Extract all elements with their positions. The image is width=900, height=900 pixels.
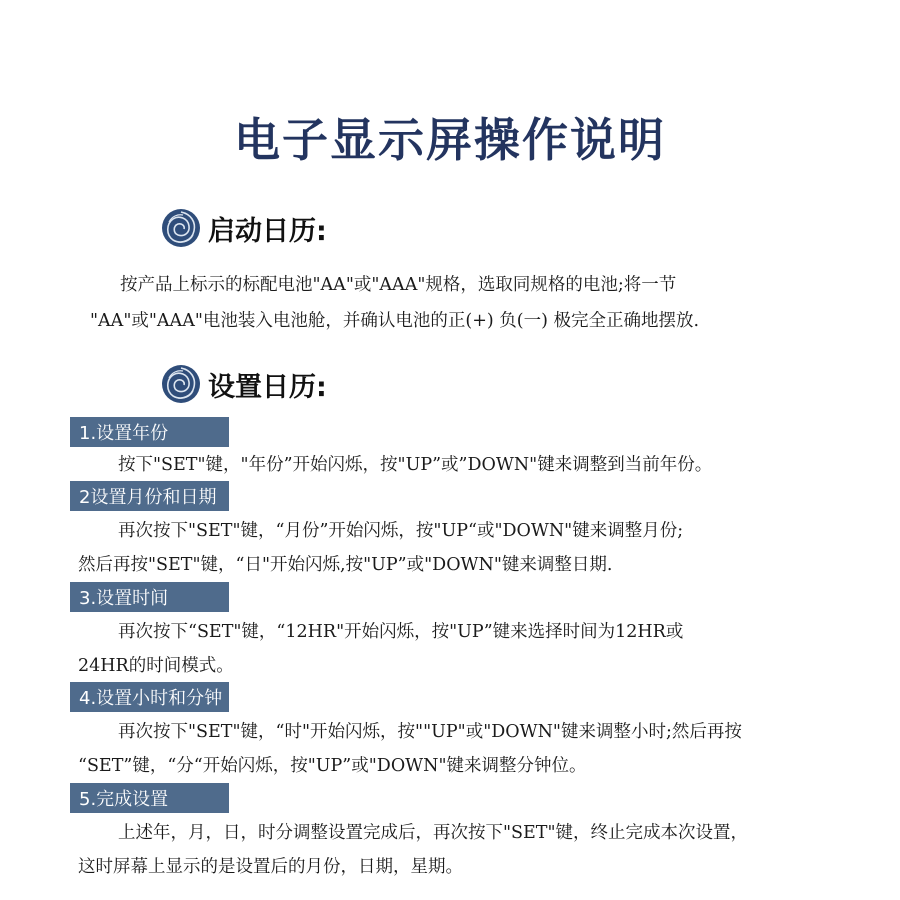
section-heading-label: 启动日历: <box>208 215 327 247</box>
step-text-line: 再次按下"SET"键，“时"开始闪烁，按""UP"或"DOWN"键来调整小时;然后再按 <box>118 722 742 742</box>
step-text-line: 上述年，月，日，时分调整设置完成后，再次按下"SET"键，终止完成本次设置， <box>118 823 749 843</box>
step-text-line: 这时屏幕上显示的是设置后的月份，日期，星期。 <box>78 857 463 877</box>
section-heading-start <box>160 206 327 250</box>
step-text-line: “SET”键，“分“开始闪烁，按"UP”或"DOWN"键来调整分钟位。 <box>78 756 587 776</box>
step-label-bar <box>70 417 229 447</box>
paragraph-line: "AA"或"AAA"电池装入电池舱，并确认电池的正(+) 负(一) 极完全正确地摆放. <box>90 311 700 331</box>
step-label: 5.完成设置 <box>79 789 169 810</box>
step-text-line: 按下"SET"键，"年份”开始闪烁，按"UP”或”DOWN"键来调整到当前年份。 <box>118 455 713 475</box>
paragraph-line: 按产品上标示的标配电池"AA"或"AAA"规格，选取同规格的电池;将一节 <box>120 275 677 295</box>
section-heading-setup <box>160 362 327 406</box>
step-label: 4.设置小时和分钟 <box>79 688 223 709</box>
step-label: 1.设置年份 <box>79 423 169 444</box>
step-text-line: 再次按下"SET"键，“月份”开始闪烁，按"UP“或"DOWN"键来调整月份; <box>118 521 684 541</box>
step-label-bar <box>70 582 229 612</box>
step-text-line: 再次按下“SET"键，“12HR"开始闪烁，按"UP”键来选择时间为12HR或 <box>118 622 684 642</box>
step-label-bar <box>70 783 229 813</box>
step-label-bar <box>70 481 229 511</box>
step-label: 2设置月份和日期 <box>79 487 217 508</box>
page-title: 电子显示屏操作说明 <box>234 113 666 167</box>
step-text-line: 然后再按"SET"键，“日"开始闪烁,按"UP”或"DOWN"键来调整日期. <box>78 555 613 575</box>
step-label: 3.设置时间 <box>79 588 169 609</box>
section-heading-label: 设置日历: <box>208 371 327 403</box>
rose-icon <box>160 207 202 249</box>
step-text-line: 24HR的时间模式。 <box>78 656 234 676</box>
step-label-bar <box>70 682 229 712</box>
rose-icon <box>160 363 202 405</box>
